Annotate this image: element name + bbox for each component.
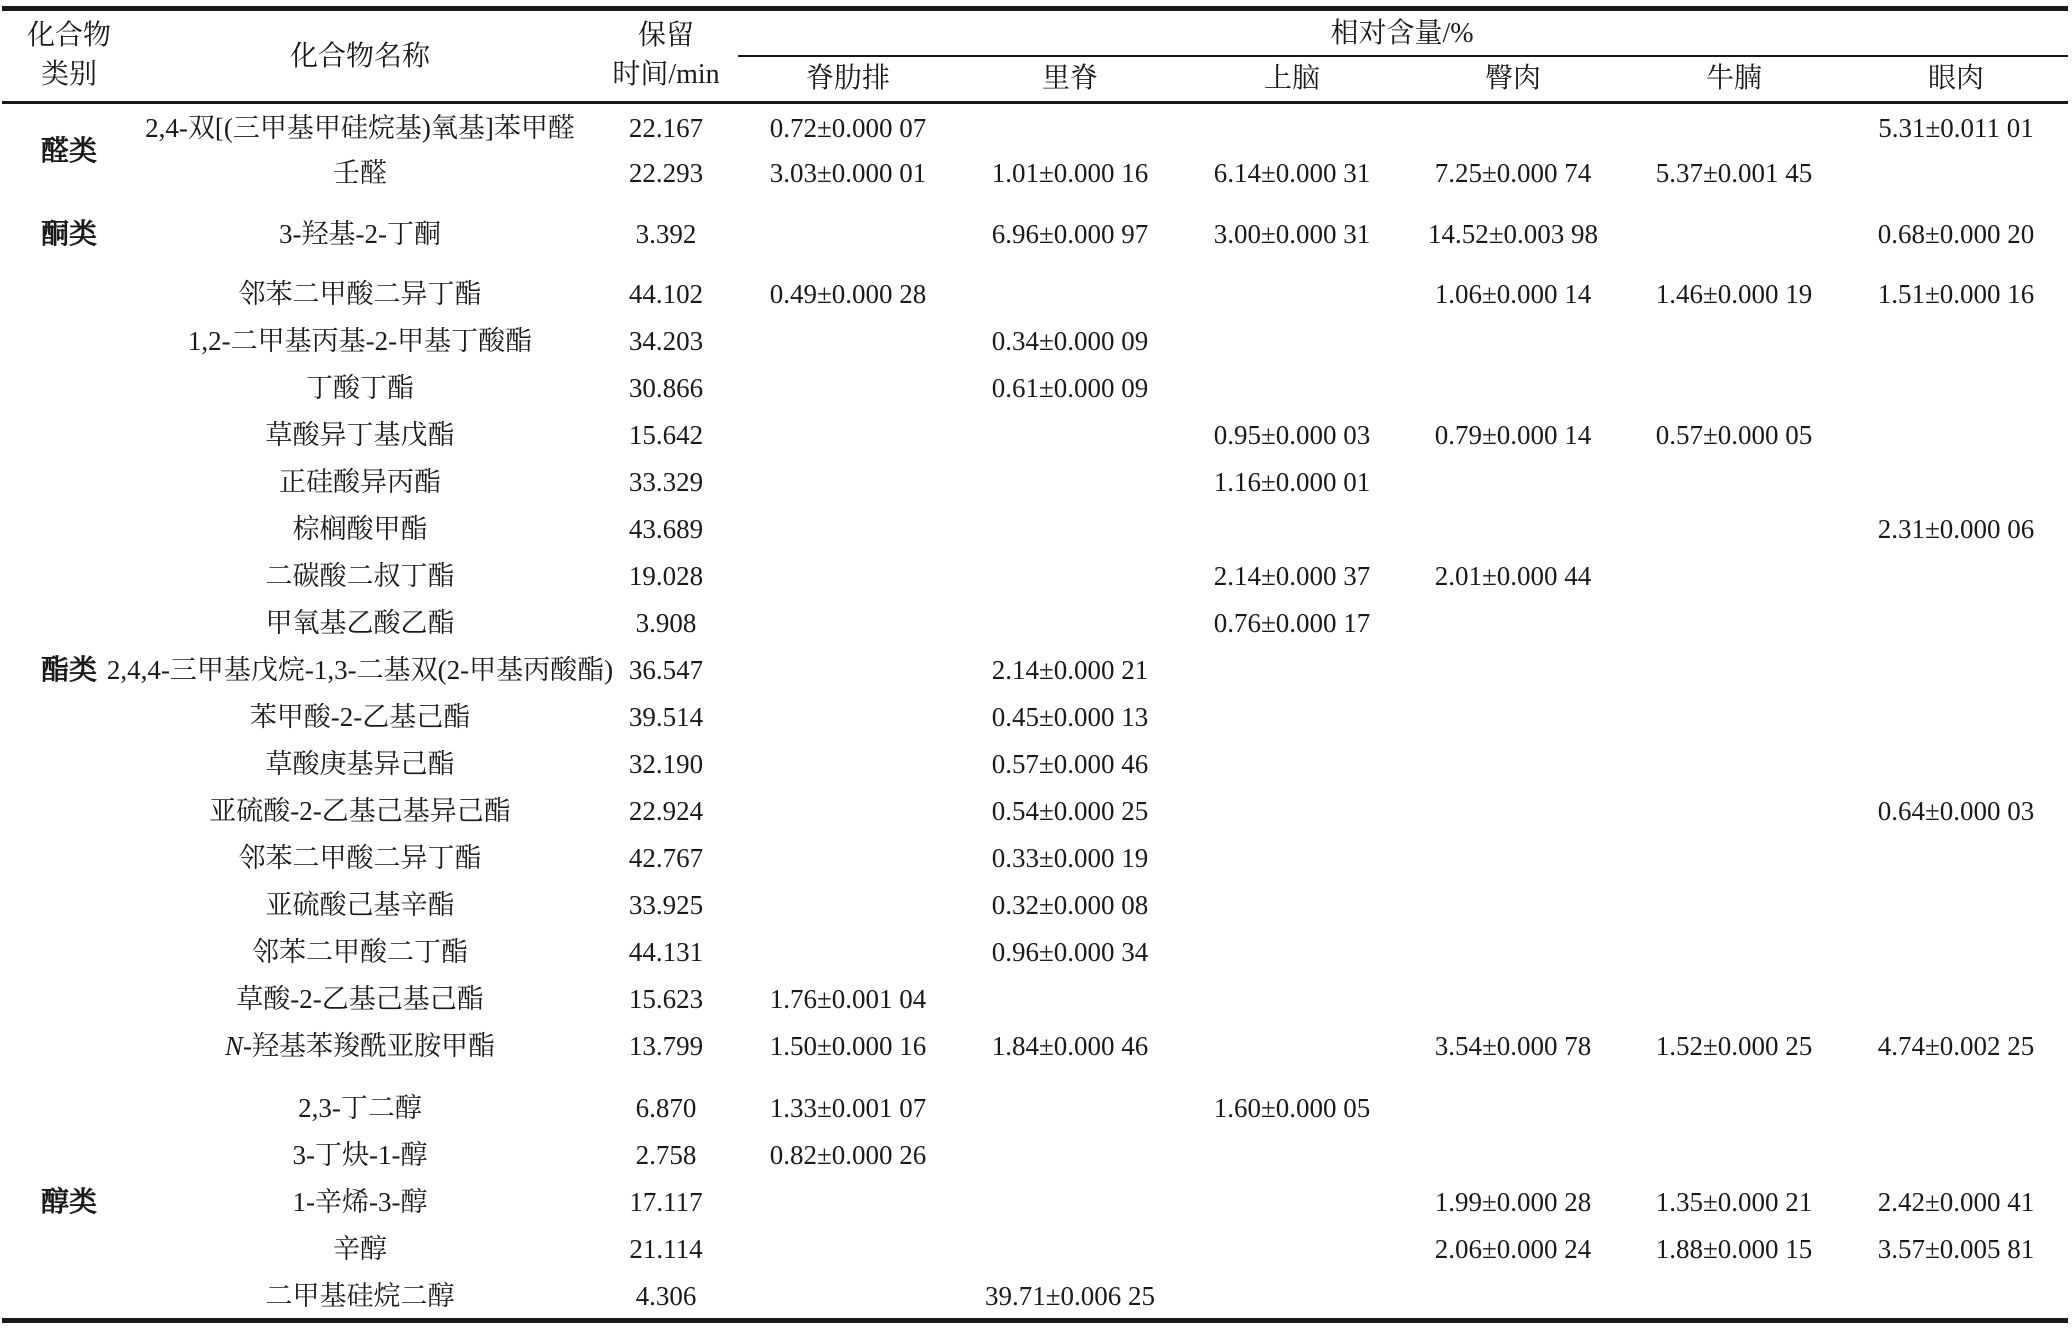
- relative-content-value: 2.01±0.000 44: [1434, 561, 1592, 591]
- relative-content-value: 14.52±0.003 98: [1427, 219, 1599, 249]
- relative-content-value: 3.57±0.005 81: [1877, 1234, 2035, 1264]
- relative-content-value: 5.31±0.011 01: [1878, 113, 2034, 143]
- relative-content-value: 2.14±0.000 37: [1213, 561, 1371, 591]
- relative-content-value: 1.50±0.000 16: [769, 1031, 927, 1061]
- compound-name: 草酸-2-乙基己基己酯: [236, 984, 484, 1014]
- relative-content-value: 0.34±0.000 09: [991, 326, 1149, 356]
- compound-category: 酮类: [40, 219, 98, 250]
- compound-name: 棕榈酸甲酯: [292, 514, 428, 544]
- retention-time: 22.167: [628, 113, 704, 143]
- relative-content-value: 0.54±0.000 25: [991, 796, 1149, 826]
- relative-content-value: 1.84±0.000 46: [991, 1031, 1149, 1061]
- compound-name: 2,3-丁二醇: [298, 1093, 422, 1123]
- relative-content-value: 2.42±0.000 41: [1877, 1187, 2035, 1217]
- relative-content-value: 2.14±0.000 21: [991, 655, 1149, 685]
- relative-content-value: 1.51±0.000 16: [1877, 279, 2035, 309]
- relative-content-value: 0.64±0.000 03: [1877, 796, 2035, 826]
- retention-time: 42.767: [628, 843, 704, 873]
- compound-name: 苯甲酸-2-乙基己酯: [249, 702, 471, 732]
- relative-content-value: 0.33±0.000 19: [991, 843, 1149, 873]
- relative-content-value: 1.99±0.000 28: [1434, 1187, 1592, 1217]
- header-cut-spareribs: 脊肋排: [805, 63, 891, 94]
- relative-content-value: 0.96±0.000 34: [991, 937, 1149, 967]
- relative-content-value: 3.00±0.000 31: [1213, 219, 1371, 249]
- compound-name: 1,2-二甲基丙基-2-甲基丁酸酯: [187, 326, 533, 356]
- compound-name: 草酸庚基异己酯: [265, 749, 455, 779]
- relative-content-value: 1.76±0.001 04: [769, 984, 927, 1014]
- compound-category: 醛类: [40, 135, 98, 167]
- retention-time: 44.102: [628, 279, 704, 309]
- retention-time: 36.547: [628, 655, 704, 685]
- relative-content-value: 2.31±0.000 06: [1877, 514, 2035, 544]
- relative-content-value: 0.61±0.000 09: [991, 373, 1149, 403]
- relative-content-value: 4.74±0.002 25: [1877, 1031, 2035, 1061]
- retention-time: 4.306: [635, 1281, 697, 1311]
- compound-name: N-羟基苯羧酰亚胺甲酯: [224, 1031, 496, 1061]
- header-cut-ribeye: 眼肉: [1927, 63, 1985, 94]
- relative-content-value: 0.57±0.000 46: [991, 749, 1149, 779]
- compound-name: 亚硫酸-2-乙基己基异己酯: [209, 796, 511, 826]
- retention-time: 17.117: [629, 1187, 703, 1217]
- relative-content-value: 7.25±0.000 74: [1434, 158, 1592, 188]
- compound-category: 酯类: [40, 655, 98, 686]
- header-retention-line1: 保留: [637, 20, 695, 51]
- retention-time: 3.908: [635, 608, 697, 638]
- relative-content-value: 0.32±0.000 08: [991, 890, 1149, 920]
- retention-time: 15.623: [628, 984, 704, 1014]
- relative-content-value: 6.14±0.000 31: [1213, 158, 1371, 188]
- compound-name: 2,4,4-三甲基戊烷-1,3-二基双(2-甲基丙酸酯): [106, 655, 614, 685]
- compound-name: 3-丁炔-1-醇: [292, 1140, 428, 1170]
- retention-time: 34.203: [628, 326, 704, 356]
- header-relative-content: 相对含量/%: [1330, 18, 1474, 49]
- relative-content-value: 0.79±0.000 14: [1434, 420, 1592, 450]
- retention-time: 21.114: [629, 1234, 703, 1264]
- compound-name: 1-辛烯-3-醇: [292, 1187, 428, 1217]
- relative-content-value: 0.45±0.000 13: [991, 702, 1149, 732]
- header-compound-name: 化合物名称: [289, 41, 431, 72]
- retention-time: 6.870: [635, 1093, 697, 1123]
- relative-content-value: 5.37±0.001 45: [1655, 158, 1813, 188]
- retention-time: 13.799: [628, 1031, 704, 1061]
- header-retention-line2: 时间/min: [612, 59, 720, 90]
- relative-content-value: 0.82±0.000 26: [769, 1140, 927, 1170]
- relative-content-value: 1.33±0.001 07: [769, 1093, 927, 1123]
- relative-content-value: 39.71±0.006 25: [984, 1281, 1156, 1311]
- retention-time: 39.514: [628, 702, 704, 732]
- retention-time: 44.131: [628, 937, 704, 967]
- header-category-line1: 化合物: [26, 20, 112, 51]
- relative-content-value: 1.52±0.000 25: [1655, 1031, 1813, 1061]
- relative-content-value: 0.49±0.000 28: [769, 279, 927, 309]
- compound-name: 正硅酸异丙酯: [279, 467, 441, 497]
- retention-time: 3.392: [635, 219, 697, 249]
- compound-name: 邻苯二甲酸二异丁酯: [238, 843, 482, 873]
- retention-time: 2.758: [635, 1140, 697, 1170]
- relative-content-value: 1.46±0.000 19: [1655, 279, 1813, 309]
- relative-content-value: 0.72±0.000 07: [769, 113, 927, 143]
- retention-time: 32.190: [628, 749, 704, 779]
- compound-name: 丁酸丁酯: [306, 373, 414, 403]
- relative-content-value: 0.76±0.000 17: [1213, 608, 1371, 638]
- relative-content-value: 1.06±0.000 14: [1434, 279, 1592, 309]
- relative-content-value: 1.88±0.000 15: [1655, 1234, 1813, 1264]
- retention-time: 33.329: [628, 467, 704, 497]
- relative-content-value: 1.01±0.000 16: [991, 158, 1149, 188]
- compound-name: 甲氧基乙酸乙酯: [265, 608, 455, 638]
- retention-time: 33.925: [628, 890, 704, 920]
- relative-content-value: 0.57±0.000 05: [1655, 420, 1813, 450]
- retention-time: 43.689: [628, 514, 704, 544]
- compound-name: 壬醛: [333, 158, 387, 188]
- retention-time: 15.642: [628, 420, 704, 450]
- header-cut-rump: 臀肉: [1484, 63, 1542, 94]
- header-cut-brisket: 牛腩: [1705, 63, 1763, 94]
- compound-name: 二碳酸二叔丁酯: [265, 561, 455, 591]
- relative-content-value: 0.95±0.000 03: [1213, 420, 1371, 450]
- relative-content-value: 1.16±0.000 01: [1213, 467, 1371, 497]
- compound-name: 2,4-双[(三甲基甲硅烷基)氧基]苯甲醛: [145, 113, 575, 143]
- compound-name: 亚硫酸己基辛酯: [265, 890, 455, 920]
- relative-content-value: 1.35±0.000 21: [1655, 1187, 1813, 1217]
- relative-content-value: 1.60±0.000 05: [1213, 1093, 1371, 1123]
- compound-table: [2, 0, 2068, 1330]
- relative-content-value: 6.96±0.000 97: [991, 219, 1149, 249]
- compound-name: 二甲基硅烷二醇: [265, 1281, 455, 1311]
- relative-content-value: 3.03±0.000 01: [769, 158, 927, 188]
- retention-time: 22.924: [628, 796, 704, 826]
- compound-category: 醇类: [40, 1187, 98, 1218]
- relative-content-value: 0.68±0.000 20: [1877, 219, 2035, 249]
- retention-time: 19.028: [628, 561, 704, 591]
- relative-content-value: 2.06±0.000 24: [1434, 1234, 1592, 1264]
- retention-time: 22.293: [628, 158, 704, 188]
- compound-name: 邻苯二甲酸二丁酯: [252, 937, 468, 967]
- header-cut-chuck: 上脑: [1263, 63, 1321, 94]
- table-body: [2, 0, 2068, 1330]
- compound-name: 辛醇: [333, 1234, 387, 1264]
- header-cut-tenderloin: 里脊: [1041, 63, 1099, 94]
- header-category-line2: 类别: [40, 59, 98, 90]
- compound-name: 邻苯二甲酸二异丁酯: [238, 279, 482, 309]
- compound-name: 草酸异丁基戊酯: [265, 420, 455, 450]
- compound-name: 3-羟基-2-丁酮: [279, 219, 441, 249]
- retention-time: 30.866: [628, 373, 704, 403]
- relative-content-value: 3.54±0.000 78: [1434, 1031, 1592, 1061]
